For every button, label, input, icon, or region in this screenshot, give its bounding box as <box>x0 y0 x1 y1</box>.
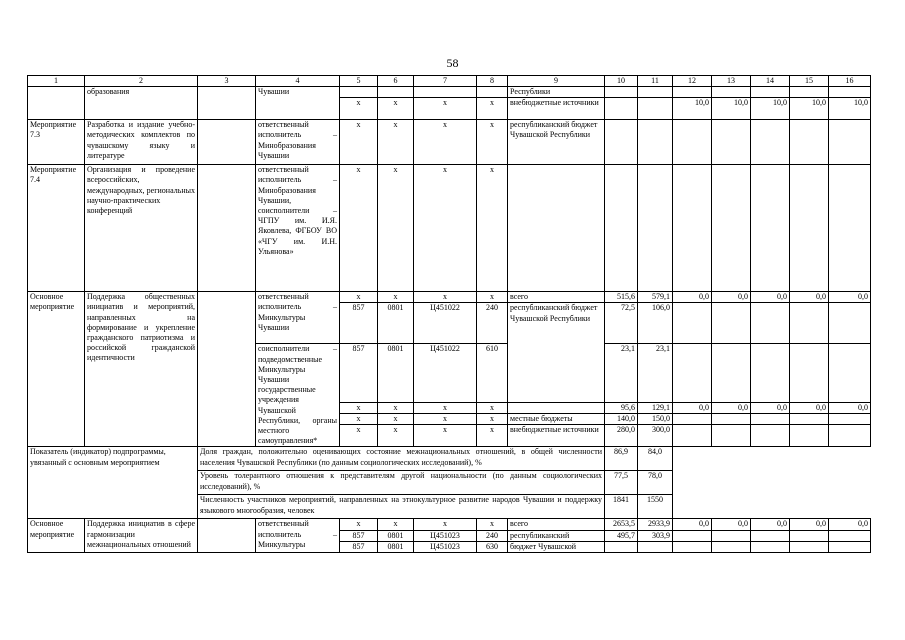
cell <box>712 530 751 541</box>
cell <box>414 87 477 98</box>
cell <box>790 414 829 425</box>
cell <box>829 87 871 98</box>
cell: 240 <box>477 303 508 344</box>
activity-label: Мероприятие 7.3 <box>28 120 85 165</box>
cell: х <box>414 292 477 303</box>
cell: 0,0 <box>790 519 829 530</box>
cell <box>605 541 638 552</box>
cell: 303,9 <box>638 530 673 541</box>
activity-description: Поддержка общественных инициатив и мероприятий, направленных на формирование и укрепление гражданского патриотизма и российской гражданской идентичности <box>85 292 198 447</box>
funding-source: внебюджетные источники <box>508 425 605 447</box>
cell <box>790 425 829 447</box>
cell <box>508 402 605 413</box>
cell <box>638 98 673 120</box>
cell: 0801 <box>378 344 414 402</box>
cell <box>751 541 790 552</box>
cell: внебюджетные источники <box>508 98 605 120</box>
funding-source: республиканский <box>508 530 605 541</box>
cell: 10,0 <box>751 98 790 120</box>
cell <box>790 541 829 552</box>
funding-source: местные бюджеты <box>508 414 605 425</box>
cell: х <box>340 414 378 425</box>
cell: х <box>477 98 508 120</box>
cell: 0,0 <box>673 519 712 530</box>
cell <box>673 303 712 344</box>
cell: х <box>414 120 477 165</box>
cell <box>508 165 605 292</box>
col-num: 15 <box>790 76 829 87</box>
activity-label: Мероприятие 7.4 <box>28 165 85 292</box>
cell: 0,0 <box>712 402 751 413</box>
cell: 10,0 <box>673 98 712 120</box>
col-num: 12 <box>673 76 712 87</box>
cell: 857 <box>340 541 378 552</box>
cell: 10,0 <box>790 98 829 120</box>
cell <box>751 303 790 344</box>
cell <box>751 165 790 292</box>
cell: 0,0 <box>751 402 790 413</box>
cell: х <box>378 519 414 530</box>
col-num: 8 <box>477 76 508 87</box>
cell <box>673 120 712 165</box>
cell <box>673 344 712 402</box>
empty-area <box>673 447 871 519</box>
cell <box>712 425 751 447</box>
col-num: 7 <box>414 76 477 87</box>
cell: Республики <box>508 87 605 98</box>
cell <box>829 530 871 541</box>
cell <box>829 425 871 447</box>
cell: 2653,5 <box>605 519 638 530</box>
cell <box>673 87 712 98</box>
executor: соисполнители – подведомственные Минкультуры Чувашии государственные учреждения Чувашской Республики, органы местного самоуправления* <box>256 344 340 447</box>
cell: 857 <box>340 530 378 541</box>
cell: х <box>477 120 508 165</box>
cell: образования <box>85 87 198 120</box>
cell <box>198 292 256 447</box>
cell <box>790 530 829 541</box>
cell: 0,0 <box>751 519 790 530</box>
cell <box>638 165 673 292</box>
cell: 78,0 <box>638 471 673 495</box>
cell: 240 <box>477 530 508 541</box>
cell: 10,0 <box>712 98 751 120</box>
funding-source: всего <box>508 292 605 303</box>
cell: 0,0 <box>712 292 751 303</box>
cell <box>751 344 790 402</box>
cell: 23,1 <box>638 344 673 402</box>
cell <box>638 120 673 165</box>
cell <box>751 120 790 165</box>
cell: 77,5 <box>605 471 638 495</box>
column-number-row <box>28 76 871 87</box>
executor: ответственный исполнитель – Минобразования Чувашии, соисполнители – ЧГПУ им. И.Я. Яковлева, ФГБОУ ВО «ЧГУ им. И.Н. Ульянова» <box>256 165 340 292</box>
cell <box>829 165 871 292</box>
cell: х <box>378 120 414 165</box>
cell <box>198 120 256 165</box>
cell: 495,7 <box>605 530 638 541</box>
cell <box>673 425 712 447</box>
cell <box>790 165 829 292</box>
cell: 0,0 <box>829 519 871 530</box>
cell <box>673 165 712 292</box>
cell: 610 <box>477 344 508 402</box>
cell: 1550 <box>638 495 673 519</box>
funding-source: республиканский бюджет Чувашской Республики <box>508 120 605 165</box>
cell: 106,0 <box>638 303 673 344</box>
activity-description: Поддержка инициатив в сфере гармонизации межнациональных отношений <box>85 519 198 553</box>
cell <box>605 120 638 165</box>
cell: х <box>378 292 414 303</box>
indicator-row <box>28 447 871 471</box>
cell: 10,0 <box>829 98 871 120</box>
cell <box>712 541 751 552</box>
cell: х <box>414 425 477 447</box>
cell: х <box>477 414 508 425</box>
table-row <box>28 519 871 530</box>
col-num: 11 <box>638 76 673 87</box>
cell: 630 <box>477 541 508 552</box>
cell: х <box>378 98 414 120</box>
indicator-label: Показатель (индикатор) подпрограммы, увязанный с основным мероприятием <box>28 447 198 519</box>
cell: х <box>340 120 378 165</box>
executor: ответственный исполнитель – Минкультуры <box>256 519 340 553</box>
cell: Ц451022 <box>414 303 477 344</box>
activity-description: Разработка и издание учебно-методических комплектов по чувашскому языку и литературе <box>85 120 198 165</box>
cell <box>829 541 871 552</box>
cell <box>790 120 829 165</box>
cell <box>829 344 871 402</box>
cell: 0801 <box>378 303 414 344</box>
cell <box>605 98 638 120</box>
cell <box>605 165 638 292</box>
col-num: 3 <box>198 76 256 87</box>
cell <box>712 87 751 98</box>
cell <box>751 87 790 98</box>
cell: 86,9 <box>605 447 638 471</box>
cell <box>790 303 829 344</box>
cell <box>198 519 256 553</box>
cell <box>340 87 378 98</box>
col-num: 14 <box>751 76 790 87</box>
activity-description: Организация и проведение всероссийских, международных, региональных научно-практических конференций <box>85 165 198 292</box>
cell: х <box>378 402 414 413</box>
cell: 84,0 <box>638 447 673 471</box>
cell: 23,1 <box>605 344 638 402</box>
cell: 2933,9 <box>638 519 673 530</box>
cell <box>829 303 871 344</box>
page-number: 58 <box>446 56 459 70</box>
funding-source: всего <box>508 519 605 530</box>
cell: 0,0 <box>790 292 829 303</box>
budget-table <box>27 75 871 553</box>
cell: 280,0 <box>605 425 638 447</box>
funding-source: бюджет Чувашской <box>508 541 605 552</box>
cell: х <box>378 414 414 425</box>
cell <box>673 530 712 541</box>
cell: 0,0 <box>712 519 751 530</box>
cell: х <box>340 519 378 530</box>
indicator-text: Доля граждан, положительно оценивающих состояние межнациональных отношений, в общей численности населения Чувашской Республики (по данным социологических исследований), % <box>198 447 605 471</box>
cell <box>712 120 751 165</box>
cell: 0801 <box>378 530 414 541</box>
cell: 0,0 <box>673 292 712 303</box>
cell: 0,0 <box>829 402 871 413</box>
cell <box>751 425 790 447</box>
funding-source: республиканский бюджет Чувашской Республики <box>508 303 605 402</box>
cell: 0801 <box>378 541 414 552</box>
cell <box>673 541 712 552</box>
cell: 857 <box>340 303 378 344</box>
col-num: 2 <box>85 76 198 87</box>
cell: х <box>340 98 378 120</box>
cell <box>605 87 638 98</box>
cell: х <box>378 425 414 447</box>
executor: ответственный исполнитель – Минкультуры Чувашии <box>256 292 340 344</box>
cell: 300,0 <box>638 425 673 447</box>
table-row <box>28 292 871 303</box>
table-row <box>28 87 871 98</box>
executor: ответственный исполнитель – Минобразования Чувашии <box>256 120 340 165</box>
cell: х <box>340 425 378 447</box>
cell <box>712 344 751 402</box>
cell <box>790 87 829 98</box>
cell: 72,5 <box>605 303 638 344</box>
table-row <box>28 165 871 292</box>
col-num: 4 <box>256 76 340 87</box>
cell <box>829 120 871 165</box>
col-num: 13 <box>712 76 751 87</box>
indicator-text: Численность участников мероприятий, направленных на этнокультурное развитие народов Чувашии и поддержку языкового многообразия, человек <box>198 495 605 519</box>
cell: х <box>378 165 414 292</box>
cell <box>28 87 85 120</box>
col-num: 16 <box>829 76 871 87</box>
cell <box>673 414 712 425</box>
cell: х <box>414 402 477 413</box>
cell <box>198 87 256 120</box>
cell: 0,0 <box>829 292 871 303</box>
cell: 95,6 <box>605 402 638 413</box>
indicator-text: Уровень толерантного отношения к представителям другой национальности (по данным социологических исследований), % <box>198 471 605 495</box>
cell <box>712 414 751 425</box>
cell: х <box>340 165 378 292</box>
cell: х <box>414 98 477 120</box>
cell: х <box>477 292 508 303</box>
col-num: 5 <box>340 76 378 87</box>
cell: Ц451023 <box>414 530 477 541</box>
cell: 0,0 <box>751 292 790 303</box>
cell <box>712 165 751 292</box>
cell: 0,0 <box>790 402 829 413</box>
cell: 579,1 <box>638 292 673 303</box>
cell <box>638 541 673 552</box>
cell: 140,0 <box>605 414 638 425</box>
cell: Ц451022 <box>414 344 477 402</box>
cell <box>829 414 871 425</box>
activity-label: Основное мероприятие <box>28 519 85 553</box>
cell: х <box>477 425 508 447</box>
cell <box>638 87 673 98</box>
cell: 129,1 <box>638 402 673 413</box>
table-row <box>28 120 871 165</box>
cell: Чувашии <box>256 87 340 120</box>
cell: х <box>340 402 378 413</box>
cell <box>378 87 414 98</box>
cell: 0,0 <box>673 402 712 413</box>
cell <box>477 87 508 98</box>
cell <box>790 344 829 402</box>
cell <box>198 165 256 292</box>
cell: х <box>414 414 477 425</box>
col-num: 6 <box>378 76 414 87</box>
cell: х <box>477 402 508 413</box>
cell <box>712 303 751 344</box>
cell: 150,0 <box>638 414 673 425</box>
col-num: 10 <box>605 76 638 87</box>
col-num: 1 <box>28 76 85 87</box>
cell <box>751 530 790 541</box>
cell: Ц451023 <box>414 541 477 552</box>
cell: х <box>340 292 378 303</box>
cell <box>751 414 790 425</box>
cell: х <box>414 165 477 292</box>
cell: 857 <box>340 344 378 402</box>
cell: 515,6 <box>605 292 638 303</box>
col-num: 9 <box>508 76 605 87</box>
activity-label: Основное мероприятие <box>28 292 85 447</box>
cell: х <box>477 519 508 530</box>
cell: 1841 <box>605 495 638 519</box>
cell: х <box>414 519 477 530</box>
cell: х <box>477 165 508 292</box>
